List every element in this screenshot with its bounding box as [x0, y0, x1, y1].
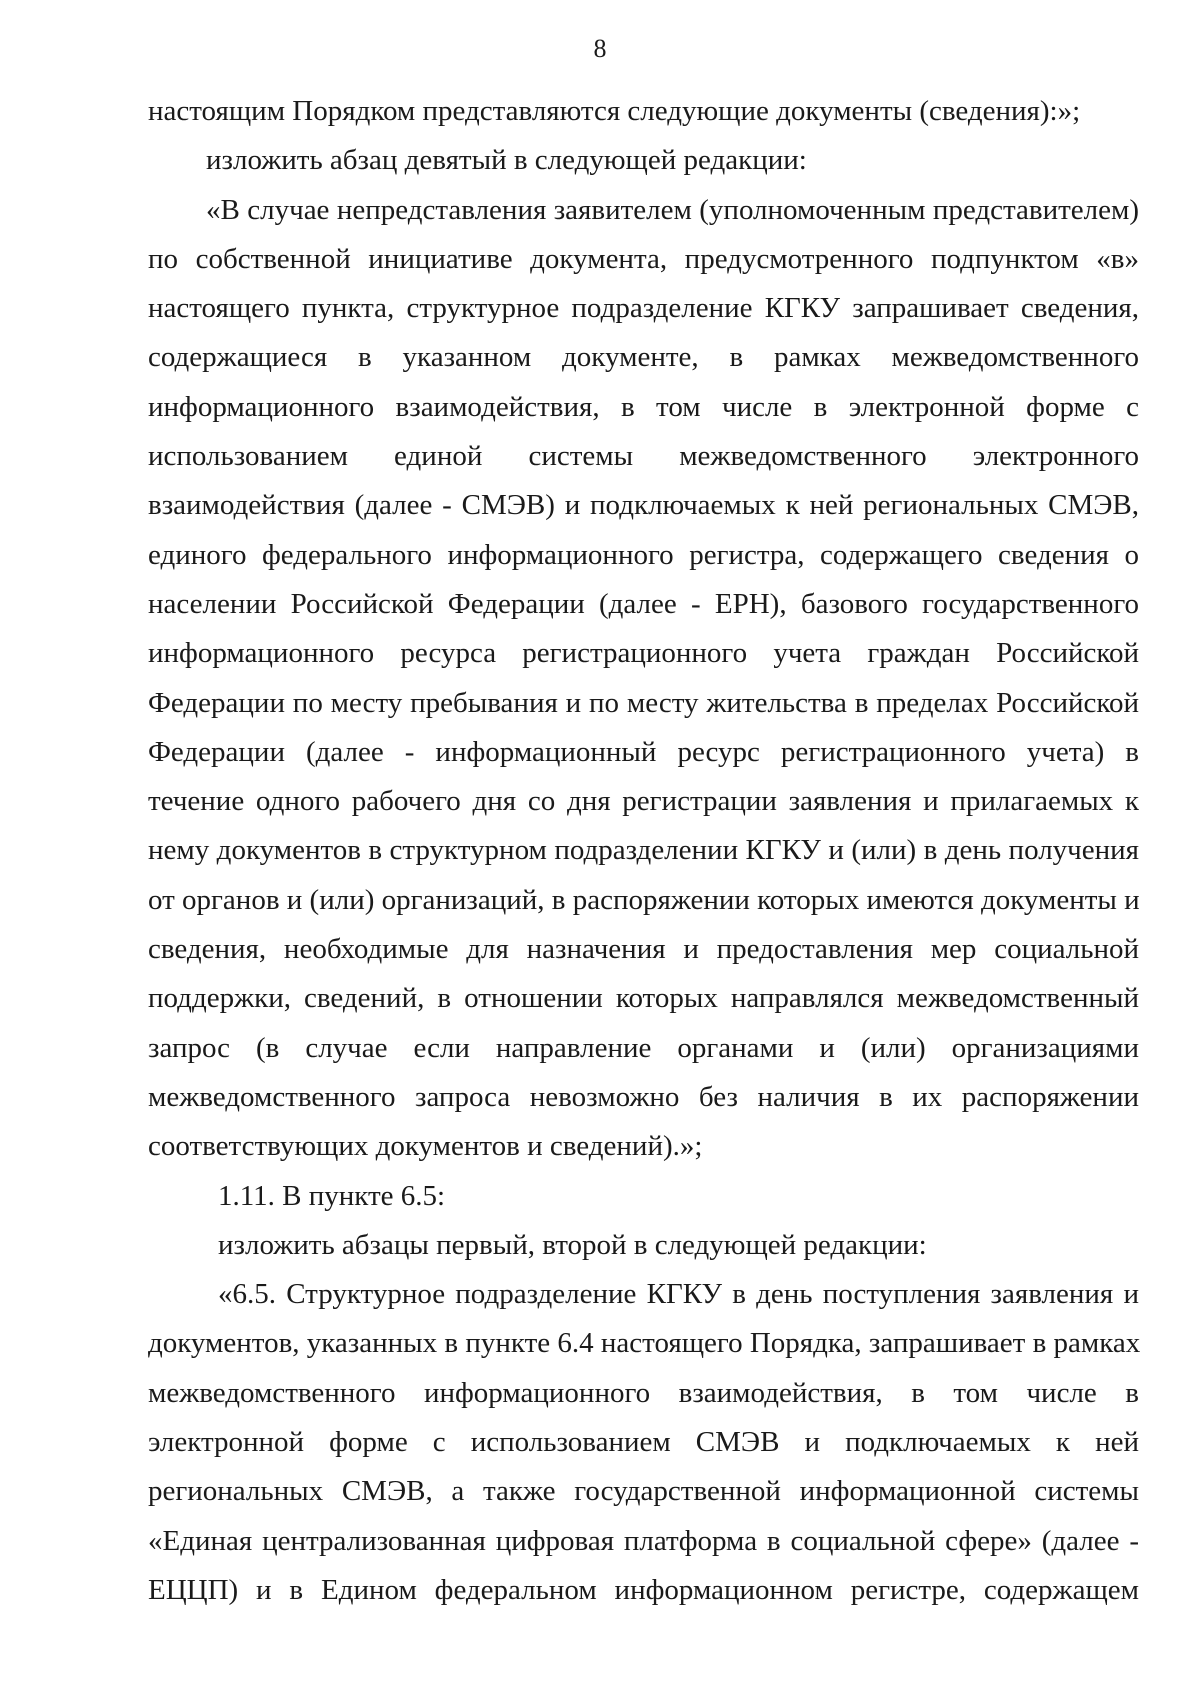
text-line: от органов и (или) организаций, в распоряжении которых имеются документы и — [148, 883, 1140, 916]
text-line: документов, указанных в пункте 6.4 настоящего Порядка, запрашивает в рамках — [148, 1327, 1141, 1360]
text-line: региональных СМЭВ, а также государственной информационной системы — [148, 1475, 1139, 1508]
text-line: изложить абзац девятый в следующей редакции: — [206, 144, 807, 177]
document-body — [148, 87, 1139, 1615]
text-line: поддержки, сведений, в отношении которых направлялся межведомственный — [148, 982, 1139, 1015]
text-line: «6.5. Структурное подразделение КГКУ в день поступления заявления и — [218, 1278, 1139, 1311]
text-line: взаимодействия (далее - СМЭВ) и подключаемых к ней региональных СМЭВ, — [148, 489, 1139, 522]
text-line: межведомственного информационного взаимодействия, в том числе в — [148, 1376, 1139, 1409]
text-line: содержащиеся в указанном документе, в рамках межведомственного — [148, 341, 1139, 374]
text-line: Федерации по месту пребывания и по месту жительства в пределах Российской — [148, 686, 1139, 719]
text-line: использованием единой системы межведомственного электронного — [148, 440, 1139, 473]
text-line: по собственной инициативе документа, предусмотренного подпунктом «в» — [148, 242, 1139, 275]
text-line: настоящего пункта, структурное подразделение КГКУ запрашивает сведения, — [148, 292, 1139, 325]
text-line: течение одного рабочего дня со дня регистрации заявления и прилагаемых к — [148, 785, 1139, 818]
text-line: «В случае непредставления заявителем (уполномоченным представителем) — [206, 193, 1139, 226]
text-line: 1.11. В пункте 6.5: — [218, 1179, 446, 1212]
text-line: настоящим Порядком представляются следующие документы (сведения):»; — [148, 95, 1081, 127]
text-line: электронной форме с использованием СМЭВ и подключаемых к ней — [148, 1426, 1139, 1459]
text-line: сведения, необходимые для назначения и предоставления мер социальной — [148, 933, 1139, 966]
text-line: населении Российской Федерации (далее - ЕРН), базового государственного — [148, 587, 1139, 620]
text-line: единого федерального информационного регистра, содержащего сведения о — [148, 538, 1139, 571]
text-line: «Единая централизованная цифровая платформа в социальной сфере» (далее - — [148, 1524, 1139, 1557]
text-line: Федерации (далее - информационный ресурс регистрационного учета) в — [148, 735, 1139, 768]
text-line: информационного взаимодействия, в том числе в электронной форме с — [148, 390, 1139, 423]
text-line: изложить абзацы первый, второй в следующей редакции: — [218, 1228, 927, 1261]
page-number: 8 — [593, 34, 607, 63]
text-line: нему документов в структурном подразделении КГКУ и (или) в день получения — [148, 834, 1139, 867]
text-line: ЕЦЦП) и в Едином федеральном информационном регистре, содержащем — [148, 1573, 1139, 1606]
text-line: информационного ресурса регистрационного учета граждан Российской — [148, 637, 1139, 670]
text-line: запрос (в случае если направление органами и (или) организациями — [148, 1031, 1139, 1064]
text-line: соответствующих документов и сведений).»; — [148, 1130, 703, 1163]
text-line: межведомственного запроса невозможно без наличия в их распоряжении — [148, 1080, 1139, 1113]
